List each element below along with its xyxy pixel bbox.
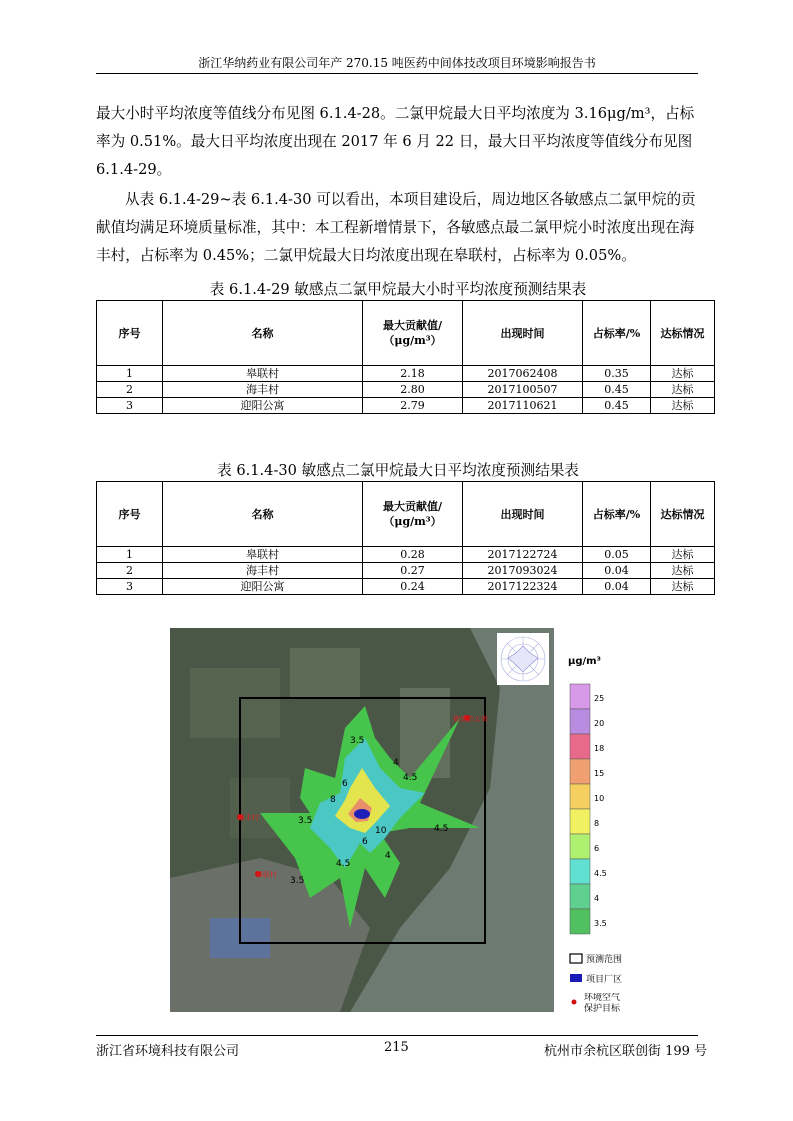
wind-rose-icon	[501, 637, 545, 681]
project-area-icon	[570, 974, 582, 982]
color-bar-segment	[570, 834, 590, 859]
cell: 1	[97, 547, 163, 563]
contour-label: 3.5	[290, 876, 305, 886]
cell: 2017122324	[463, 579, 583, 595]
cell: 2	[97, 382, 163, 398]
legend-item-range: 预测范围	[586, 955, 623, 965]
cell: 2017122724	[463, 547, 583, 563]
color-bar-segment	[570, 809, 590, 834]
prediction-range-icon	[570, 954, 582, 963]
paragraph-1: 最大小时平均浓度等值线分布见图 6.1.4-28。二氯甲烷最大日平均浓度为 3.16μg/m³，占标率为 0.51%。最大日平均浓度出现在 2017 年 6 月 22 日，最大日平均浓度等值线分布见图 6.1.4-29。	[96, 105, 695, 178]
table2-header-name: 名称	[163, 482, 363, 547]
cell: 0.04	[583, 579, 651, 595]
color-bar-segment	[570, 784, 590, 809]
cell: 1	[97, 366, 163, 382]
cell: 2.80	[363, 382, 463, 398]
color-bar-labels	[594, 694, 607, 928]
color-bar	[570, 684, 590, 934]
legend-item-project: 项目厂区	[586, 975, 623, 985]
cell: 皋联村	[163, 547, 363, 563]
sensitive-point-label: 皋联村	[256, 871, 277, 879]
cell: 达标	[651, 563, 715, 579]
cell: 2017093024	[463, 563, 583, 579]
sensitive-point-label: 敏感点公寓	[453, 715, 488, 723]
contour-label: 10	[375, 826, 387, 836]
header-rule	[96, 73, 698, 74]
table2-header-max: 最大贡献值/ （μg/m³）	[363, 482, 463, 547]
cell: 海丰村	[163, 382, 363, 398]
color-bar-segment	[570, 709, 590, 734]
footer-company: 浙江省环境科技有限公司	[96, 1044, 240, 1059]
table-row	[97, 366, 715, 382]
cell: 0.04	[583, 563, 651, 579]
cell: 迎阳公寓	[163, 579, 363, 595]
table2-header-time: 出现时间	[463, 482, 583, 547]
table1-caption: 表 6.1.4-29 敏感点二氯甲烷最大小时平均浓度预测结果表	[209, 281, 587, 298]
cell: 2017062408	[463, 366, 583, 382]
cell: 皋联村	[163, 366, 363, 382]
table-row	[97, 382, 715, 398]
cell: 0.24	[363, 579, 463, 595]
table-row	[97, 579, 715, 595]
cell: 0.45	[583, 398, 651, 414]
color-bar-segment	[570, 684, 590, 709]
table2-header-status: 达标情况	[651, 482, 715, 547]
cell: 达标	[651, 398, 715, 414]
color-bar-tick: 15	[594, 769, 605, 778]
cell: 达标	[651, 366, 715, 382]
contour-label: 3.5	[298, 816, 313, 826]
cell: 达标	[651, 382, 715, 398]
color-bar-tick: 10	[594, 794, 605, 803]
contour-label: 4	[393, 758, 399, 768]
color-bar-segment	[570, 759, 590, 784]
table1-header-index: 序号	[97, 301, 163, 366]
cell: 0.28	[363, 547, 463, 563]
table1-header-status: 达标情况	[651, 301, 715, 366]
cell: 2017110621	[463, 398, 583, 414]
table2-header-ratio: 占标率/%	[583, 482, 651, 547]
table-2	[96, 481, 715, 595]
table1-header-ratio: 占标率/%	[583, 301, 651, 366]
color-bar-tick: 3.5	[594, 919, 607, 928]
contour-label: 3.5	[350, 736, 365, 746]
color-bar-tick: 18	[594, 744, 605, 753]
protection-target-icon	[572, 1000, 577, 1005]
legend-unit: μg/m³	[568, 656, 601, 667]
footer-rule	[96, 1035, 698, 1036]
color-bar-segment	[570, 859, 590, 884]
contour-label: 4.5	[336, 859, 351, 869]
contour-label: 8	[330, 795, 336, 805]
cell: 迎阳公寓	[163, 398, 363, 414]
legend-graphic	[560, 650, 660, 1020]
paragraph-2: 从表 6.1.4-29~表 6.1.4-30 可以看出，本项目建设后，周边地区各敏感点二氯甲烷的贡献值均满足环境质量标准，其中：本工程新增情景下，各敏感点最二氯甲烷小时浓度出现在海丰村，占标率为 0.45%；二氯甲烷最大日均浓度出现在皋联村，占标率为 0.05%。	[96, 191, 696, 264]
cell: 0.45	[583, 382, 651, 398]
cell: 0.05	[583, 547, 651, 563]
sensitive-point-label: 海丰村	[238, 814, 259, 822]
cell: 达标	[651, 547, 715, 563]
color-bar-tick: 25	[594, 694, 605, 703]
color-bar-segment	[570, 909, 590, 934]
contour-label: 4.5	[403, 773, 418, 783]
page-number: 215	[384, 1040, 409, 1055]
contour-label: 4.5	[434, 824, 449, 834]
table1-header-time: 出现时间	[463, 301, 583, 366]
cell: 2	[97, 563, 163, 579]
cell: 0.35	[583, 366, 651, 382]
project-site-marker	[354, 809, 370, 819]
page-header: 浙江华纳药业有限公司年产 270.15 吨医药中间体技改项目环境影响报告书	[198, 56, 596, 70]
legend-item-target: 环境空气保护目标	[584, 993, 621, 1014]
map-legend	[560, 650, 660, 1020]
concentration-map	[170, 628, 554, 1012]
table1-header-name: 名称	[163, 301, 363, 366]
map-image	[170, 628, 554, 1012]
cell: 0.27	[363, 563, 463, 579]
contour-label: 6	[362, 837, 368, 847]
table-row	[97, 563, 715, 579]
table2-header-index: 序号	[97, 482, 163, 547]
table-1	[96, 300, 715, 414]
color-bar-segment	[570, 884, 590, 909]
table-row	[97, 547, 715, 563]
color-bar-tick: 8	[594, 819, 600, 828]
footer-address: 杭州市余杭区联创街 199 号	[544, 1044, 708, 1059]
contour-label: 6	[342, 779, 348, 789]
cell: 3	[97, 398, 163, 414]
legend-item-target-wrap	[584, 993, 656, 1019]
cell: 2.18	[363, 366, 463, 382]
table1-header-max: 最大贡献值/ （μg/m³）	[363, 301, 463, 366]
cell: 3	[97, 579, 163, 595]
color-bar-tick: 4.5	[594, 869, 607, 878]
color-bar-tick: 6	[594, 844, 600, 853]
table-row	[97, 398, 715, 414]
color-bar-segment	[570, 734, 590, 759]
cell: 达标	[651, 579, 715, 595]
cell: 2017100507	[463, 382, 583, 398]
contour-label: 4	[385, 851, 391, 861]
table2-caption: 表 6.1.4-30 敏感点二氯甲烷最大日平均浓度预测结果表	[217, 462, 579, 479]
cell: 2.79	[363, 398, 463, 414]
color-bar-tick: 4	[594, 894, 600, 903]
color-bar-tick: 20	[594, 719, 605, 728]
cell: 海丰村	[163, 563, 363, 579]
